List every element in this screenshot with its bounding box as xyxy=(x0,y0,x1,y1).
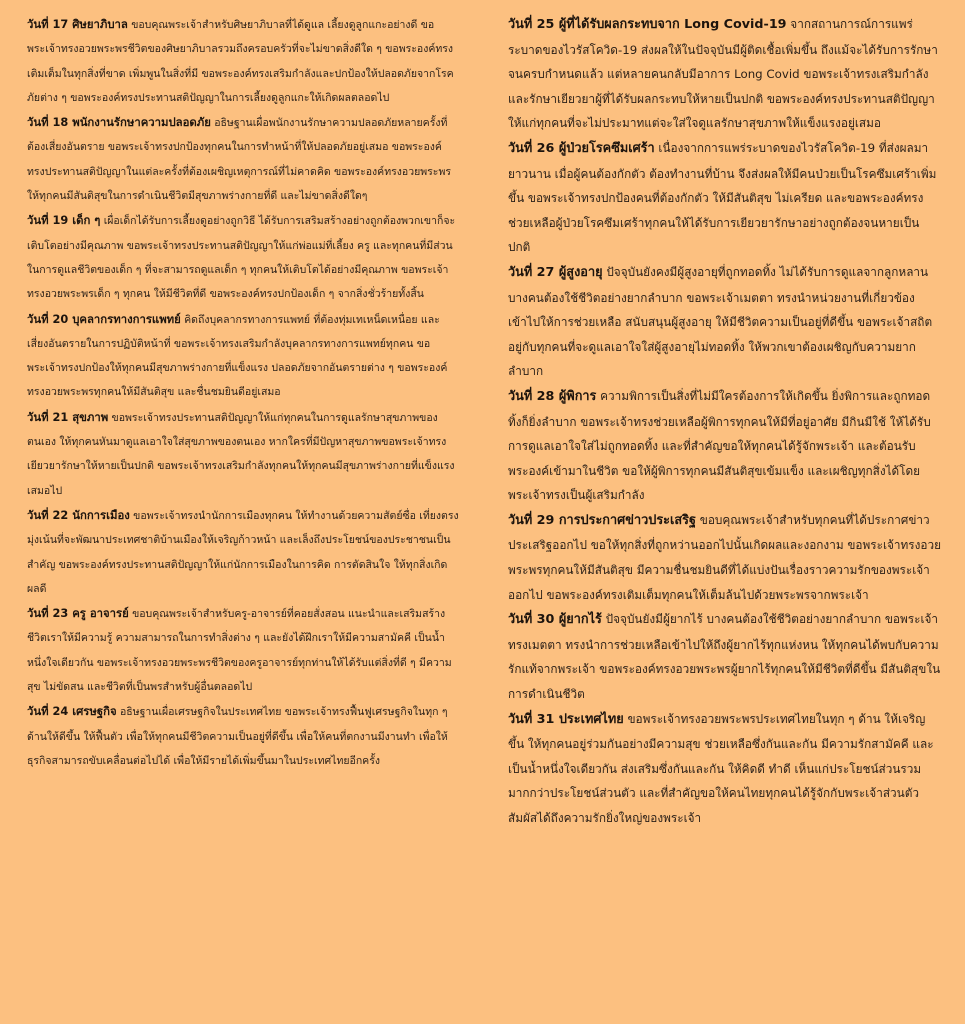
entry-heading: วันที่ 21 สุขภาพ xyxy=(27,409,109,424)
prayer-entry-day-27 xyxy=(508,260,941,384)
prayer-entry-day-28 xyxy=(508,384,941,508)
entry-text: คิดถึงบุคลากรทางการแพทย์ ที่ต้องทุ่มเทเหน็ดเหนื่อย และเสี่ยงอันตรายในการปฏิบัติหน้าที่ ขอพระเจ้าทรงเสริมกำลังบุคลากรทางการแพทย์ทุกคน ขอพระเจ้าทรงปกป้องให้ทุกคนมีสุขภาพร่างกายที่แข็งแรง ปลอดภัยจากอันตรายต่าง ๆ ขอพระองค์ทรงอวยพระพรทุกคนให้มีสันติสุข และชื่นชมยินดีอยู่เสมอ xyxy=(27,313,448,399)
entry-text: อธิษฐานเผื่อพนักงานรักษาความปลอดภัยหลายครั้งที่ต้องเสี่ยงอันตราย ขอพระเจ้าทรงปกป้องทุกคนในการทำหน้าที่ให้ปลอดภัยอยู่เสมอ ขอพระองค์ทรงประทานสติปัญญาในแต่ละครั้งที่ต้องเผชิญเหตุการณ์ที่ไม่คาดคิด ขอพระองค์ทรงอวยพระพรให้ทุกคนมีสันติสุขในการดำเนินชีวิตมีสุขภาพร่างกายที่ดี และไม่ขาดสิ่งดีใดๆ xyxy=(27,117,452,203)
prayer-entry-day-30 xyxy=(508,607,941,706)
entry-heading: วันที่ 29 การประกาศข่าวประเสริฐ xyxy=(508,512,697,528)
prayer-entry-day-19 xyxy=(27,208,459,306)
entry-heading: วันที่ 31 ประเทศไทย xyxy=(508,711,624,727)
entry-heading: วันที่ 25 ผู้ที่ได้รับผลกระทบจาก Long Covid-19 xyxy=(508,17,787,32)
prayer-entry-day-22 xyxy=(27,503,459,601)
entry-heading: วันที่ 23 ครู อาจารย์ xyxy=(27,606,129,621)
left-column xyxy=(27,12,459,773)
entry-heading: วันที่ 22 นักการเมือง xyxy=(27,507,130,522)
entry-text: ปัจจุบันยังคงมีผู้สูงอายุที่ถูกทอดทิ้ง ไม่ได้รับการดูแลจากลูกหลาน บางคนต้องใช้ชีวิตอย่างยากลำบาก ขอพระเจ้าเมตตา ทรงนำหน่วยงานที่เกี่ยวข้องเข้าไปให้การช่วยเหลือ สนับสนุนผู้สูงอายุ ให้มีชีวิตความเป็นอยู่ที่ดีขึ้น ขอพระเจ้าสถิตอยู่กับทุกคนที่จะดูแลเอาใจใส่ผู้สูงอายุไม่ทอดทิ้ง ให้พวกเขาต้องเผชิญกับความยากลำบาก xyxy=(508,264,933,379)
entry-heading: วันที่ 27 ผู้สูงอายุ xyxy=(508,264,603,280)
entry-text: เผื่อเด็กได้รับการเลี้ยงดูอย่างถูกวิธี ได้รับการเสริมสร้างอย่างถูกต้องพวกเขาก็จะเติบโตอย่างมีคุณภาพ ขอพระเจ้าทรงประทานสติปัญญาให้แก่พ่อแม่ที่เลี้ยง ครู และทุกคนที่มีส่วนในการดูแลชีวิตของเด็ก ๆ ที่จะสามารถดูแลเด็ก ๆ ทุกคนให้เติบโตได้อย่างมีคุณภาพ ขอพระเจ้าทรงอวยพระพรเด็ก ๆ ทุกคน ให้มีชีวิตที่ดี ขอพระองค์ทรงปกป้องเด็ก ๆ จากสิ่งชั่วร้ายทั้งสิ้น xyxy=(27,215,456,301)
entry-text: ขอพระเจ้าทรงอวยพระพรประเทศไทยในทุก ๆ ด้าน ให้เจริญขึ้น ให้ทุกคนอยู่ร่วมกันอย่างมีความสุข ช่วยเหลือซึ่งกันและกัน มีความรักสามัคคี และเป็นน้ำหนึ่งใจเดียวกัน ส่งเสริมซึ่งกันและกัน ให้คิดดี ทำดี เห็นแก่ประโยชน์ส่วนรวม มากกว่าประโยชน์ส่วนตัว และที่สำคัญขอให้คนไทยทุกคนได้รู้จักกับพระเจ้าส่วนตัว สัมผัสได้ถึงความรักยิ่งใหญ่ของพระเจ้า xyxy=(508,711,934,825)
prayer-entry-day-21 xyxy=(27,405,459,503)
entry-text: เนื่องจากการแพร่ระบาดของไวรัสโควิด-19 ที่ส่งผลมายาวนาน เมื่อผู้คนต้องกักตัว ต้องทำงานที่บ้าน จึงส่งผลให้มีคนป่วยเป็นโรคซึมเศร้าเพิ่มขึ้น ขอพระเจ้าทรงปกป้องคนที่ต้องกักตัว ให้มีสันติสุข ไม่เครียด และขอพระองค์ทรงช่วยเหลือผู้ป่วยโรคซึมเศร้าทุกคนให้ได้รับการเยียวยารักษาอย่างถูกต้องจนหายเป็นปกติ xyxy=(508,140,937,255)
entry-heading: วันที่ 24 เศรษฐกิจ xyxy=(27,704,117,719)
entry-heading: วันที่ 30 ผู้ยากไร้ xyxy=(508,612,602,628)
entry-text: ขอพระเจ้าทรงนำนักการเมืองทุกคน ให้ทำงานด้วยความสัตย์ซื่อ เที่ยงตรง มุ่งเน้นที่จะพัฒนาประเทศชาติบ้านเมืองให้เจริญก้าวหน้า และเล็งถึงประโยชน์ของประชาชนเป็นสำคัญ ขอพระองค์ทรงประทานสติปัญญาให้แก่นักการเมืองในการคิด การตัดสินใจ ให้ทุกสิ่งเกิดผลดี xyxy=(27,509,459,595)
prayer-entry-day-17 xyxy=(27,12,459,110)
prayer-entry-day-18 xyxy=(27,110,459,208)
entry-heading: วันที่ 20 บุคลากรทางการแพทย์ xyxy=(27,311,181,326)
prayer-entry-day-26 xyxy=(508,136,941,260)
right-column xyxy=(508,12,941,831)
entry-text: ขอบคุณพระเจ้าสำหรับครู-อาจารย์ที่คอยสั่งสอน แนะนำและเสริมสร้างชีวิตเราให้มีความรู้ ความสามารถในการทำสิ่งต่าง ๆ และยังได้ฝึกเราให้มีความสามัคคี เป็นน้ำหนึ่งใจเดียวกัน ขอพระเจ้าทรงอวยพระพรชีวิตของครูอาจารย์ทุกท่านให้ได้รับแต่สิ่งที่ดี ๆ มีความสุข ไม่ขัดสน และชีวิตที่เป็นพรสำหรับผู้อื่นตลอดไป xyxy=(27,608,452,694)
entry-text: ขอบคุณพระเจ้าสำหรับทุกคนที่ได้ประกาศข่าวประเสริฐออกไป ขอให้ทุกสิ่งที่ถูกหว่านออกไปนั้นเกิดผลและงอกงาม ขอพระเจ้าทรงอวยพระพรทุกคนให้มีสันติสุข มีความชื่นชมยินดีที่ได้แบ่งปันเรื่องราวความรักของพระเจ้าออกไป ขอพระองค์ทรงเติมเต็มทุกคนให้เต็มล้นไปด้วยพระพรจากพระเจ้า xyxy=(508,512,942,602)
prayer-entry-day-24 xyxy=(27,699,459,773)
prayer-entry-day-25 xyxy=(508,12,941,136)
entry-text: ขอบคุณพระเจ้าสำหรับศิษยาภิบาลที่ได้ดูแล เลี้ยงดูลูกแกะอย่างดี ขอพระเจ้าทรงอวยพระพรชีวิตของศิษยาภิบาลรวมถึงครอบครัวที่จะไม่ขาดสิ่งดีใด ๆ ขอพระองค์ทรงเติมเต็มในทุกสิ่งที่ขาด เพิ่มพูนในสิ่งที่มี ขอพระองค์ทรงเสริมกำลังและปกป้องให้ปลอดภัยจากโรคภัยต่าง ๆ ขอพระองค์ทรงประทานสติปัญญาในการเลี้ยงดูลูกแกะให้เกิดผลตลอดไป xyxy=(27,19,454,104)
entry-text: จากสถานการณ์การแพร่ระบาดของไวรัสโควิด-19 ส่งผลให้ในปัจจุบันมีผู้ติดเชื้อเพิ่มขึ้น ถึงแม้จะได้รับการรักษาจนครบกำหนดแล้ว แต่หลายคนกลับมีอาการ Long Covid ขอพระเจ้าทรงเสริมกำลัง และรักษาเยียวยาผู้ที่ได้รับผลกระทบให้หายเป็นปกติ ขอพระองค์ทรงประทานสติปัญญาให้แก่ทุกคนที่จะไม่ประมาทแต่จะใส่ใจดูแลรักษาสุขภาพให้แข็งแรงอยู่เสมอ xyxy=(508,17,938,131)
entry-text: อธิษฐานเผื่อเศรษฐกิจในประเทศไทย ขอพระเจ้าทรงฟื้นฟูเศรษฐกิจในทุก ๆ ด้านให้ดีขึ้น ให้ฟื้นตัว เพื่อให้ทุกคนมีชีวิตความเป็นอยู่ที่ดีขึ้น เพื่อให้คนที่ตกงานมีงานทำ เพื่อให้ธุรกิจสามารถขับเคลื่อนต่อไปได้ เพื่อให้มีรายได้เพิ่มขึ้นมาในประเทศไทยอีกครั้ง xyxy=(27,706,448,767)
prayer-entry-day-20 xyxy=(27,307,459,405)
entry-heading: วันที่ 19 เด็ก ๆ xyxy=(27,213,101,228)
prayer-entry-day-23 xyxy=(27,601,459,699)
prayer-entry-day-31 xyxy=(508,707,941,831)
entry-text: ความพิการเป็นสิ่งที่ไม่มีใครต้องการให้เกิดขึ้น ยิ่งพิการและถูกทอดทิ้งก็ยิ่งลำบาก ขอพระเจ้าทรงช่วยเหลือผู้พิการทุกคนให้มีที่อยู่อาศัย มีกินมีใช้ ให้ได้รับการดูแลเอาใจใส่ไม่ถูกทอดทิ้ง และที่สำคัญขอให้ทุกคนได้รู้จักพระเจ้า และต้อนรับพระองค์เข้ามาในชีวิต ขอให้ผู้พิการทุกคนมีสันติสุขเข้มแข็ง และเผชิญทุกสิ่งได้โดยพระเจ้าทรงเป็นผู้เสริมกำลัง xyxy=(508,388,931,503)
entry-heading: วันที่ 18 พนักงานรักษาความปลอดภัย xyxy=(27,115,211,130)
entry-heading: วันที่ 28 ผู้พิการ xyxy=(508,388,597,404)
entry-text: ปัจจุบันยังมีผู้ยากไร้ บางคนต้องใช้ชีวิตอย่างยากลำบาก ขอพระเจ้าทรงเมตตา ทรงนำการช่วยเหลือเข้าไปให้ถึงผู้ยากไร้ทุกแห่งหน ให้ทุกคนได้พบกับความรักแท้จากพระเจ้า ขอพระองค์ทรงอวยพระพรผู้ยากไร้ทุกคนให้มีชีวิตที่ดีขึ้น มีสันติสุขในการดำเนินชีวิต xyxy=(508,612,941,702)
entry-heading: วันที่ 26 ผู้ป่วยโรคซึมเศร้า xyxy=(508,140,655,156)
prayer-entry-day-29 xyxy=(508,508,941,607)
entry-heading: วันที่ 17 ศิษยาภิบาล xyxy=(27,17,128,31)
entry-text: ขอพระเจ้าทรงประทานสติปัญญาให้แก่ทุกคนในการดูแลรักษาสุขภาพของตนเอง ให้ทุกคนหันมาดูแลเอาใจใส่สุขภาพของตนเอง หากใครที่มีปัญหาสุขภาพขอพระเจ้าทรงเยียวยารักษาให้หายเป็นปกติ ขอพระเจ้าทรงเสริมกำลังทุกคนให้ทุกคนมีสุขภาพร่างกายที่แข็งแรงเสมอไป xyxy=(27,411,455,497)
